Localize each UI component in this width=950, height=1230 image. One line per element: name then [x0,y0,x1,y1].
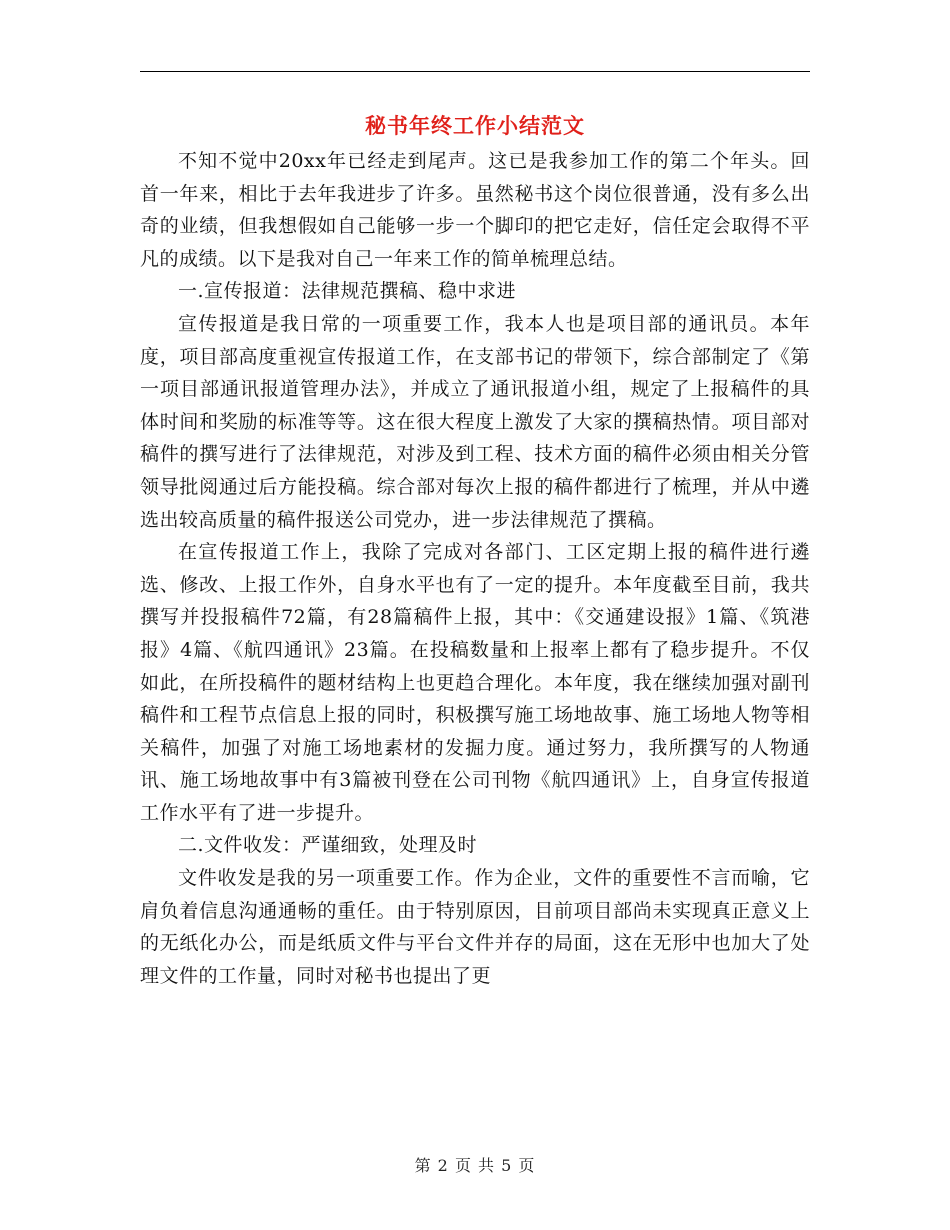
header-rule [140,71,810,72]
page-number-footer: 第 2 页 共 5 页 [414,1156,536,1175]
publicity-paragraph-1: 宣传报道是我日常的一项重要工作，我本人也是项目部的通讯员。本年度，项目部高度重视宣传报道工作，在支部书记的带领下，综合部制定了《第一项目部通讯报道管理办法》，并成立了通讯报道小组，规定了上报稿件的具体时间和奖励的标准等等。这在很大程度上激发了大家的撰稿热情。项目部对稿件的撰写进行了法律规范，对涉及到工程、技术方面的稿件必须由相关分管领导批阅通过后方能投稿。综合部对每次上报的稿件都进行了梳理，并从中遴选出较高质量的稿件报送公司党办，进一步法律规范了撰稿。 [140,312,810,531]
document-title: 秘书年终工作小结范文 [365,113,585,138]
intro-paragraph: 不知不觉中20xx年已经走到尾声。这已是我参加工作的第二个年头。回首一年来，相比于去年我进步了许多。虽然秘书这个岗位很普通，没有多么出奇的业绩，但我想假如自己能够一步一个脚印的把它走好，信任定会取得不平凡的成绩。以下是我对自己一年来工作的简单梳理总结。 [140,150,810,270]
document-body [140,145,810,992]
section-heading-documents: 二.文件收发：严谨细致，处理及时 [178,834,478,857]
publicity-paragraph-2: 在宣传报道工作上，我除了完成对各部门、工区定期上报的稿件进行遴选、修改、上报工作外，自身水平也有了一定的提升。本年度截至目前，我共撰写并投报稿件72篇，有28篇稿件上报，其中：《交通建设报》1篇、《筑港报》4篇、《航四通讯》23篇。在投稿数量和上报率上都有了稳步提升。不仅如此，在所投稿件的题材结构上也更趋合理化。本年度，我在继续加强对副刊稿件和工程节点信息上报的同时，积极撰写施工场地故事、施工场地人物等相关稿件，加强了对施工场地素材的发掘力度。通过努力，我所撰写的人物通讯、施工场地故事中有3篇被刊登在公司刊物《航四通讯》上，自身宣传报道工作水平有了进一步提升。 [140,541,810,824]
section-heading-publicity: 一.宣传报道：法律规范撰稿、稳中求进 [178,280,517,303]
documents-paragraph-1: 文件收发是我的另一项重要工作。作为企业，文件的重要性不言而喻，它肩负着信息沟通通畅的重任。由于特别原因，目前项目部尚未实现真正意义上的无纸化办公，而是纸质文件与平台文件并存的局面，这在无形中也加大了处理文件的工作量，同时对秘书也提出了更 [140,867,810,987]
